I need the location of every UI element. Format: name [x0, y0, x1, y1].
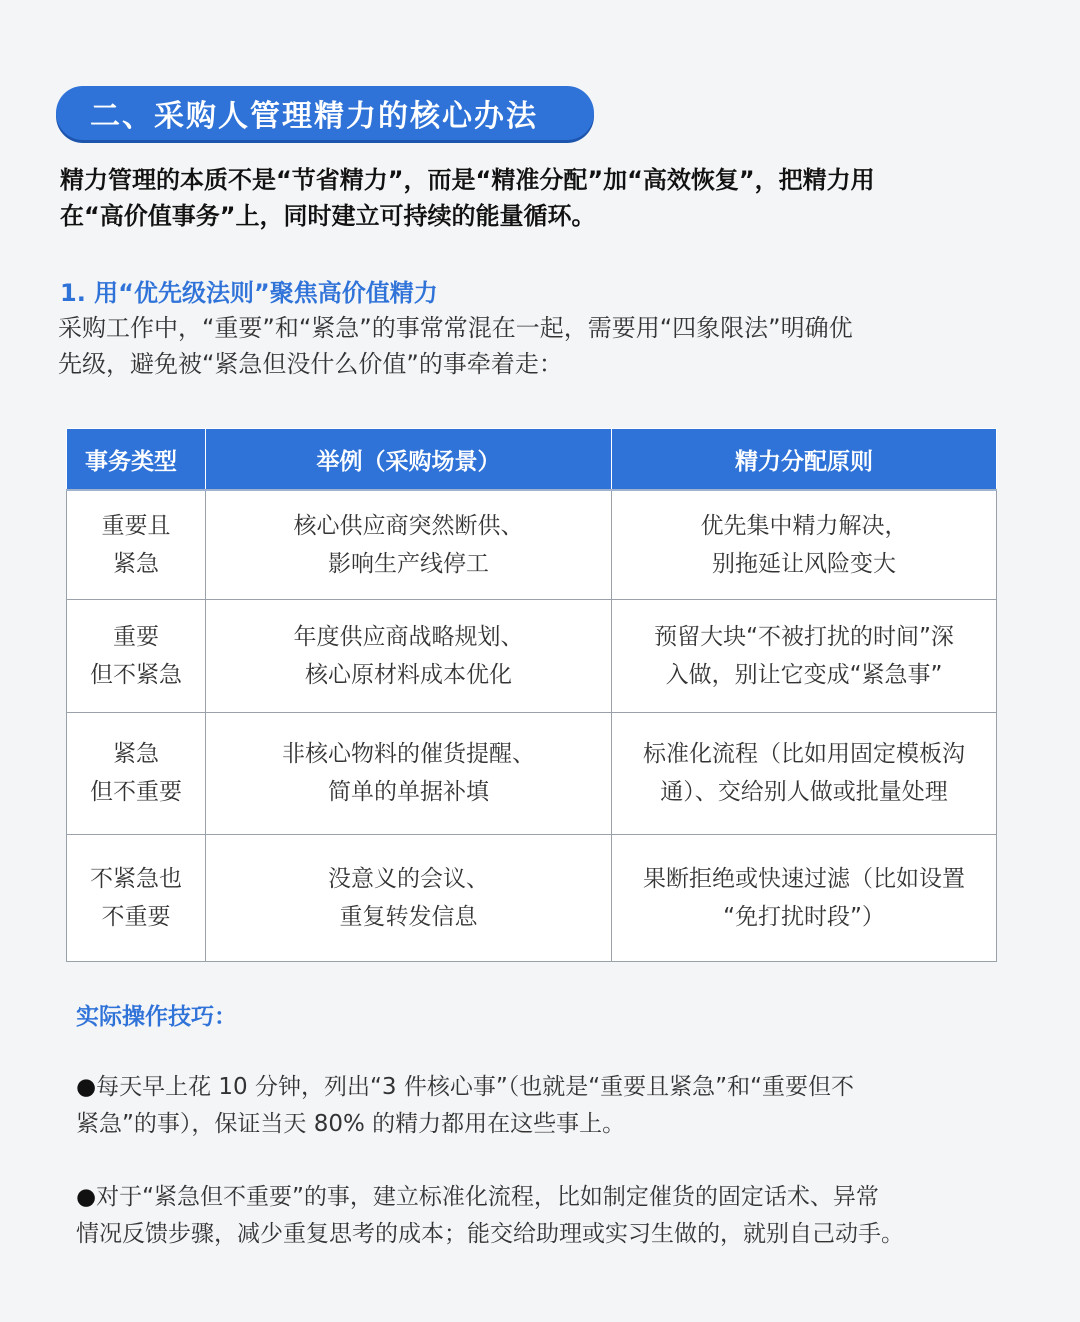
bullet-icon: ● [76, 1074, 97, 1100]
example-cell: 非核心物料的催货提醒、 简单的单据补填 [206, 712, 612, 834]
section-title: 二、采购人管理精力的核心办法 [90, 99, 538, 134]
table-header-row [67, 429, 997, 491]
intro-line-2: 在“高价值事务”上，同时建立可持续的能量循环。 [60, 202, 596, 230]
principle-cell: 标准化流程（比如用固定模板沟 通）、交给别人做或批量处理 [612, 712, 997, 834]
task-type-cell: 紧急 但不重要 [67, 712, 206, 834]
principle-cell: 果断拒绝或快速过滤（比如设置 “免打扰时段”） [612, 834, 997, 961]
priority-matrix-table [66, 428, 997, 962]
tip-2-line-1: 对于“紧急但不重要”的事，建立标准化流程，比如制定催货的固定话术、异常 [96, 1184, 879, 1210]
subsection-desc-line-2: 先级，避免被“紧急但没什么价值”的事牵着走： [58, 350, 563, 378]
task-type-cell: 重要 但不紧急 [67, 599, 206, 712]
tip-item-1 [76, 1069, 1036, 1143]
header-principle: 精力分配原则 [612, 429, 997, 491]
tip-1-line-2: 紧急”的事），保证当天 80% 的精力都用在这些事上。 [76, 1111, 626, 1137]
example-cell: 年度供应商战略规划、 核心原材料成本优化 [206, 599, 612, 712]
table-row [67, 490, 997, 599]
table-row [67, 599, 997, 712]
tip-2-line-2: 情况反馈步骤，减少重复思考的成本；能交给助理或实习生做的，就别自己动手。 [76, 1221, 904, 1247]
bullet-icon: ● [76, 1184, 97, 1210]
principle-cell: 预留大块“不被打扰的时间”深 入做，别让它变成“紧急事” [612, 599, 997, 712]
subsection-desc-line-1: 采购工作中，“重要”和“紧急”的事常常混在一起，需要用“四象限法”明确优 [58, 314, 853, 342]
header-task-type: 事务类型 [67, 429, 206, 491]
task-type-cell: 不紧急也 不重要 [67, 834, 206, 961]
table-row [67, 712, 997, 834]
tips-heading: 实际操作技巧： [76, 1004, 237, 1030]
subsection-description [58, 310, 1018, 382]
subsection-heading: 1. 用“优先级法则”聚焦高价值精力 [60, 279, 438, 307]
header-example: 举例（采购场景） [206, 429, 612, 491]
table-row [67, 834, 997, 961]
example-cell: 没意义的会议、 重复转发信息 [206, 834, 612, 961]
tip-item-2 [76, 1179, 1036, 1253]
intro-paragraph [60, 162, 1020, 234]
tip-1-line-1: 每天早上花 10 分钟，列出“3 件核心事”（也就是“重要且紧急”和“重要但不 [96, 1074, 854, 1100]
intro-line-1: 精力管理的本质不是“节省精力”，而是“精准分配”加“高效恢复”，把精力用 [60, 166, 875, 194]
task-type-cell: 重要且 紧急 [67, 490, 206, 599]
example-cell: 核心供应商突然断供、 影响生产线停工 [206, 490, 612, 599]
principle-cell: 优先集中精力解决， 别拖延让风险变大 [612, 490, 997, 599]
section-title-pill [56, 86, 594, 140]
